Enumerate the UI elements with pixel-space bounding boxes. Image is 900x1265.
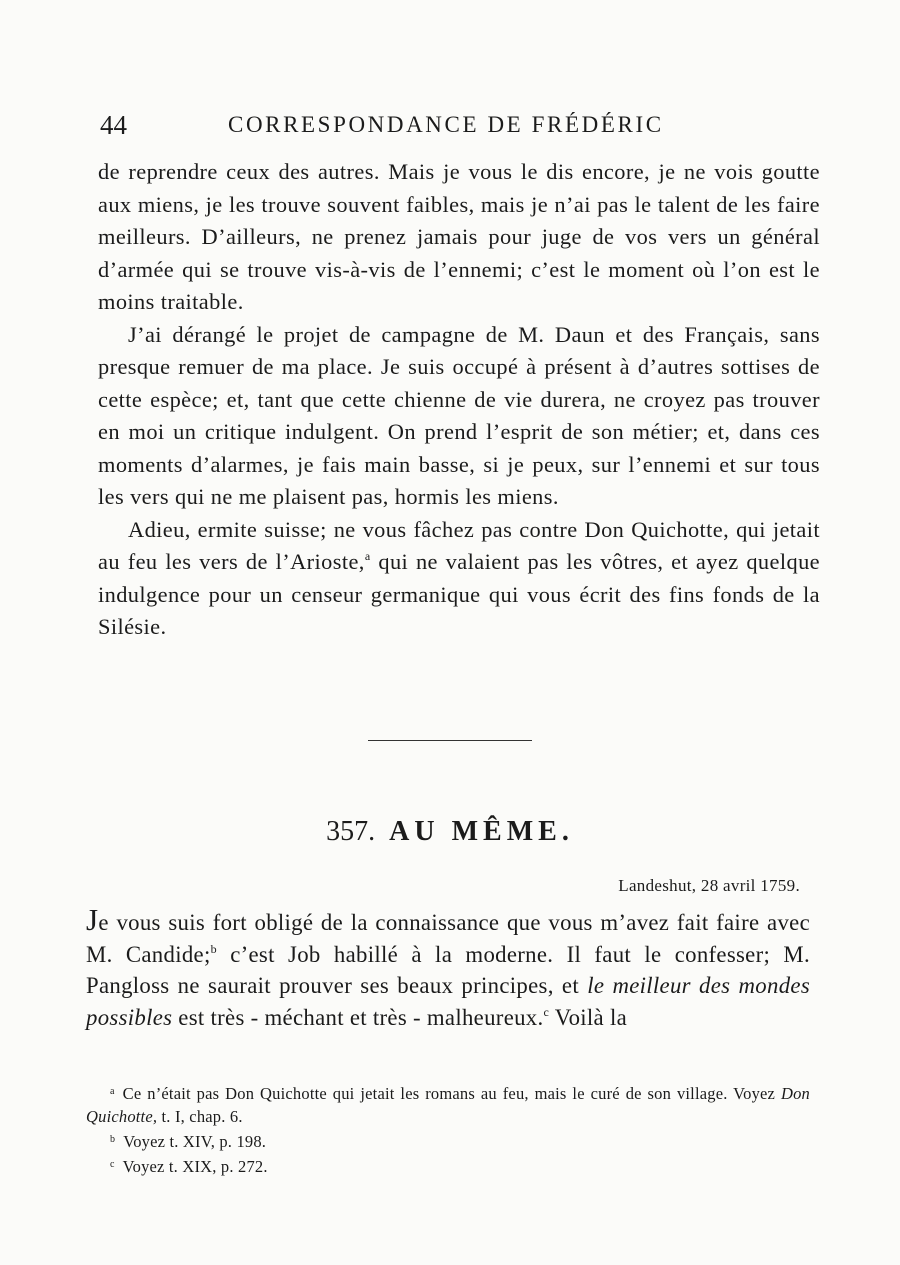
previous-letter-text: [98, 156, 820, 644]
letter-heading: [0, 816, 900, 848]
footnote-italic: Don Quichotte,: [86, 1084, 810, 1126]
footnote-text: Voyez t. XIX, p. 272.: [122, 1157, 268, 1176]
letter-title: AU MÊME.: [389, 816, 574, 847]
footnote-mark: a: [110, 1086, 115, 1097]
running-head: [100, 110, 820, 144]
paragraph-text: c’est Job habillé à la moderne. Il faut le confesser; M. Pangloss ne saurait prouver ses beaux principes, et: [86, 941, 810, 998]
footnote-reference[interactable]: a: [364, 549, 371, 563]
paragraph-text: Voilà la: [549, 1004, 628, 1030]
paragraph-text: qui ne valaient pas les vôtres, et ayez quelque indulgence pour un censeur germanique qui vous écrit des fins fonds de la Silésie.: [98, 549, 821, 639]
footnote-reference[interactable]: b: [210, 941, 217, 956]
paragraph: de reprendre ceux des autres. Mais je vous le dis encore, je ne vois goutte aux miens, je les trouve souvent faibles, mais je n’ai pas le talent de les faire meilleurs. D’ailleurs, ne prenez jamais pour juge de vos vers un général d’armée qui se trouve vis-à-vis de l’ennemi; c’est le moment où l’on est le moins traitable.: [98, 159, 820, 314]
paragraph: J’ai dérangé le projet de campagne de M. Daun et des Français, sans presque remuer de ma place. Je suis occupé à présent à d’autres sottises de cette espèce; et, tant que cette chienne de vie durera, ne croyez pas trouver en moi un critique indulgent. On prend l’esprit de son métier; et, dans ces moments d’alarmes, je fais main basse, si je peux, sur l’ennemi et sur tous les vers qui ne me plaisent pas, hormis les miens.: [98, 321, 820, 509]
page-number: 44: [100, 110, 127, 140]
footnote: [86, 1080, 810, 1128]
paragraph: [86, 904, 810, 1033]
section-divider: [368, 740, 532, 741]
italic-phrase: le meilleur des mondes possibles: [86, 973, 810, 1030]
running-title: CORRESPONDANCE DE FRÉDÉRIC: [228, 112, 664, 137]
footnote: [86, 1153, 810, 1178]
footnote-text: Voyez t. XIV, p. 198.: [123, 1132, 267, 1151]
footnote-mark: b: [110, 1134, 116, 1145]
paragraph: [98, 514, 820, 644]
paragraph-text: e vous suis fort obligé de la connaissance que vous m’avez fait faire avec M. Candide;: [86, 910, 810, 967]
initial-letter: J: [86, 902, 99, 937]
letter-number: 357.: [326, 816, 376, 847]
footnote-mark: c: [110, 1159, 115, 1170]
letter-body: [86, 904, 810, 1033]
dateline: Landeshut, 28 avril 1759.: [618, 876, 800, 895]
footnote: [86, 1128, 810, 1153]
footnote-text: t. I, chap. 6.: [157, 1107, 243, 1126]
paragraph-text: est très - méchant et très - malheureux.: [172, 1004, 544, 1030]
footnotes: [86, 1080, 810, 1178]
footnote-reference[interactable]: c: [543, 1004, 550, 1019]
footnote-text: Ce n’était pas Don Quichotte qui jetait les romans au feu, mais le curé de son village. Voyez: [122, 1084, 781, 1103]
paragraph-text: Adieu, ermite suisse; ne vous fâchez pas contre Don Quichotte, qui jetait au feu les vers de l’Arioste,: [98, 516, 820, 574]
